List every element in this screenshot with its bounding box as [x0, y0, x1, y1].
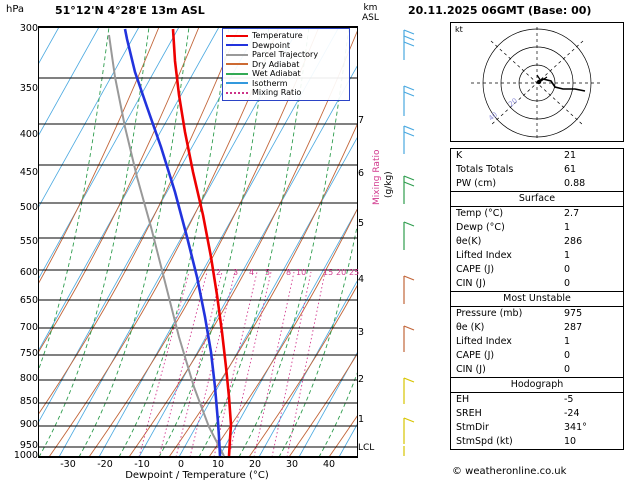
xtick--10: -10	[134, 459, 150, 470]
hodo-value-stmdir: 341°	[564, 422, 587, 433]
xtick-40: 40	[322, 459, 336, 470]
mix-label-25: 25	[349, 268, 360, 277]
legend-swatch-mixing-ratio	[226, 92, 248, 94]
surface-row-cin	[451, 277, 623, 291]
indices-table	[450, 148, 624, 450]
index-value-k: 21	[564, 150, 577, 161]
ytick-900: 900	[19, 419, 38, 430]
ytick-500: 500	[19, 202, 38, 213]
hodograph-trace	[537, 79, 585, 91]
surface-label-cape: CAPE (J)	[456, 264, 495, 275]
legend-swatch-temperature	[226, 35, 248, 37]
ytick-1000: 1000	[13, 450, 38, 461]
ytick-550: 550	[19, 236, 38, 247]
kmtick-2: 2	[358, 374, 365, 385]
unstable-label-pressure: Pressure (mb)	[456, 308, 523, 319]
kmtick-4: 4	[358, 274, 365, 285]
surface-row-theta-e	[451, 235, 623, 249]
section-header-surface: Surface	[451, 191, 623, 207]
index-row-totals-totals	[451, 163, 623, 177]
legend-item-mixing-ratio	[226, 88, 346, 98]
surface-row-temp	[451, 207, 623, 221]
xtick--30: -30	[60, 459, 76, 470]
legend-swatch-wet-adiabat	[226, 73, 248, 75]
unstable-label-cape: CAPE (J)	[456, 350, 495, 361]
hodo-label-stmdir: StmDir	[456, 422, 489, 433]
surface-value-cin: 0	[564, 278, 571, 289]
section-header-hodograph: Hodograph	[451, 377, 623, 393]
unstable-row-theta-e	[451, 321, 623, 335]
surface-value-temp: 2.7	[564, 208, 580, 219]
ytick-950: 950	[19, 440, 38, 451]
mix-label-15: 15	[323, 268, 334, 277]
surface-label-dewp: Dewp (°C)	[456, 222, 505, 233]
hodograph-origin-marker	[537, 80, 541, 84]
surface-label-lifted-index: Lifted Index	[456, 250, 512, 261]
kmtick-3: 3	[358, 327, 365, 338]
ytick-400: 400	[19, 129, 38, 140]
ytick-850: 850	[19, 396, 38, 407]
unstable-row-cape	[451, 349, 623, 363]
ytick-700: 700	[19, 322, 38, 333]
surface-label-cin: CIN (J)	[456, 278, 486, 289]
mix-label-8: 8	[286, 268, 292, 277]
mix-label-2: 2	[216, 268, 222, 277]
station-title: 51°12'N 4°28'E 13m ASL	[55, 4, 205, 17]
index-value-totals-totals: 61	[564, 164, 577, 175]
ytick-350: 350	[19, 83, 38, 94]
legend-label-temperature: Temperature	[252, 31, 303, 41]
kmtick-7: 7	[358, 115, 365, 126]
legend-label-mixing-ratio: Mixing Ratio	[252, 88, 302, 98]
surface-value-cape: 0	[564, 264, 571, 275]
hodograph-panel	[450, 22, 624, 142]
mix-label-5: 5	[265, 268, 271, 277]
unstable-label-cin: CIN (J)	[456, 364, 486, 375]
legend-label-wet-adiabat: Wet Adiabat	[252, 69, 301, 79]
xtick-10: 10	[211, 459, 225, 470]
mix-label-10: 10	[296, 268, 307, 277]
unstable-label-lifted-index: Lifted Index	[456, 336, 512, 347]
xtick-0: 0	[177, 459, 185, 470]
xtick-30: 30	[285, 459, 299, 470]
pressure-axis-unit: hPa	[6, 4, 25, 15]
kmtick-5: 5	[358, 218, 365, 229]
legend-swatch-dewpoint	[226, 44, 248, 46]
mixing-ratio-axis-title: Mixing Ratio	[372, 149, 382, 205]
index-value-pw: 0.88	[564, 178, 586, 189]
hodograph-ring-label-40: 40	[487, 110, 500, 123]
copyright-credit: © weatheronline.co.uk	[452, 466, 567, 477]
surface-row-cape	[451, 263, 623, 277]
mix-label-4: 4	[249, 268, 255, 277]
legend-item-isotherm	[226, 79, 346, 89]
unstable-value-lifted-index: 1	[564, 336, 571, 347]
hodo-value-sreh: -24	[564, 408, 580, 419]
kmtick-1: 1	[358, 414, 365, 425]
hodo-label-eh: EH	[456, 394, 470, 405]
index-label-k: K	[456, 150, 463, 161]
surface-value-lifted-index: 1	[564, 250, 571, 261]
ytick-450: 450	[19, 167, 38, 178]
ytick-750: 750	[19, 348, 38, 359]
hodograph-unit-label: kt	[455, 25, 463, 34]
legend-swatch-dry-adiabat	[226, 63, 248, 65]
unstable-row-pressure	[451, 307, 623, 321]
hodo-label-stmspd: StmSpd (kt)	[456, 436, 513, 447]
hodo-value-eh: -5	[564, 394, 574, 405]
unstable-row-cin	[451, 363, 623, 377]
unstable-value-theta-e: 287	[564, 322, 583, 333]
x-axis-title: Dewpoint / Temperature (°C)	[125, 470, 269, 481]
hodo-value-stmspd: 10	[564, 436, 577, 447]
height-axis-unit: km ASL	[362, 3, 379, 23]
surface-value-dewp: 1	[564, 222, 571, 233]
mix-label-20: 20	[336, 268, 347, 277]
unstable-value-cape: 0	[564, 350, 571, 361]
unstable-label-theta-e: θe (K)	[456, 322, 485, 333]
ytick-600: 600	[19, 267, 38, 278]
hodograph-ring-label-20: 20	[507, 96, 520, 109]
forecast-datetime: 20.11.2025 06GMT (Base: 00)	[408, 4, 592, 17]
hodo-row-eh	[451, 393, 623, 407]
legend-item-wet-adiabat	[226, 69, 346, 79]
index-label-totals-totals: Totals Totals	[456, 164, 514, 175]
hodo-row-stmspd	[451, 435, 623, 449]
legend-label-isotherm: Isotherm	[252, 78, 288, 88]
surface-label-temp: Temp (°C)	[456, 208, 504, 219]
surface-row-lifted-index	[451, 249, 623, 263]
legend-item-parcel	[226, 50, 346, 60]
ytick-300: 300	[19, 23, 38, 34]
surface-row-dewp	[451, 221, 623, 235]
legend-item-temperature	[226, 31, 346, 41]
index-label-pw: PW (cm)	[456, 178, 497, 189]
xtick-20: 20	[248, 459, 262, 470]
mix-label-3: 3	[233, 268, 239, 277]
legend-label-dewpoint: Dewpoint	[252, 40, 291, 50]
hodo-row-stmdir	[451, 421, 623, 435]
hodo-label-sreh: SREH	[456, 408, 482, 419]
unstable-value-pressure: 975	[564, 308, 583, 319]
legend-swatch-parcel	[226, 54, 248, 56]
legend-label-dry-adiabat: Dry Adiabat	[252, 59, 300, 69]
legend-swatch-isotherm	[226, 82, 248, 84]
surface-value-theta-e: 286	[564, 236, 583, 247]
index-row-k	[451, 149, 623, 163]
hodograph-svg	[451, 23, 623, 141]
parcel-trajectory-line	[109, 35, 224, 456]
kmtick-6: 6	[358, 168, 365, 179]
hodo-row-sreh	[451, 407, 623, 421]
xtick--20: -20	[97, 459, 113, 470]
section-header-most-unstable: Most Unstable	[451, 291, 623, 307]
index-row-pw	[451, 177, 623, 191]
ytick-800: 800	[19, 373, 38, 384]
ytick-650: 650	[19, 295, 38, 306]
legend-label-parcel: Parcel Trajectory	[252, 50, 319, 60]
lcl-label: LCL	[358, 443, 375, 453]
wind-barb-column	[396, 26, 418, 456]
unstable-row-lifted-index	[451, 335, 623, 349]
chart-legend	[222, 28, 350, 101]
surface-label-theta-e: θe(K)	[456, 236, 482, 247]
unstable-value-cin: 0	[564, 364, 571, 375]
mixing-ratio-units: (g/kg)	[384, 171, 394, 198]
legend-item-dry-adiabat	[226, 60, 346, 70]
legend-item-dewpoint	[226, 41, 346, 51]
